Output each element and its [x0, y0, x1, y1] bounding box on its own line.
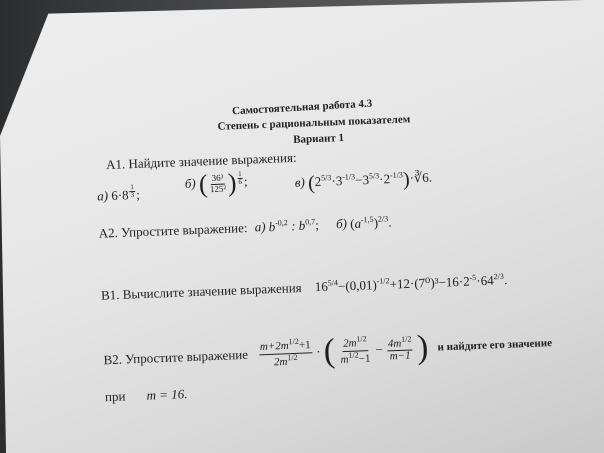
title-text: Самостоятельная работа: [231, 98, 357, 118]
b2-den1-exp: 1/2: [287, 352, 298, 362]
b1-label: В1. Вычислите значение выражения: [100, 279, 302, 303]
a1-c: в) $(2^{5/3}\cdot 3^{-1/3}-3^{5/3}\cdot 2^{-1/3})\cdot∛6$.: [294, 168, 433, 195]
b1-row: [101, 272, 508, 304]
variant: Вариант 1: [292, 131, 345, 146]
a1-a: а) 6·8 $^{\frac{1}{3}}$ ;: [96, 183, 141, 204]
a2-b-inner-exp: -1,5: [360, 214, 374, 225]
b1-end: .: [503, 272, 508, 288]
a2-b-expr: a: [354, 215, 362, 231]
a2-b-label: б): [335, 216, 348, 232]
b1-e1: 16: [314, 278, 329, 295]
a1-c-term4: 2: [383, 171, 391, 187]
a1-c-term1-exp: 5/3: [320, 173, 332, 183]
a1-a-base: 6·8: [111, 187, 129, 203]
a2-a-exp1: -0,2: [274, 218, 288, 228]
title-number: 4.3: [358, 97, 373, 111]
a1-b-den: 125²: [209, 182, 227, 194]
b2-inner-num2: 4m: [387, 337, 402, 350]
a1-label: А1. Найдите значение выражения:: [105, 149, 297, 173]
a1-c-term3-exp: 5/3: [368, 171, 380, 181]
worksheet-content: [80, 41, 593, 420]
a1-c-term2: 3: [335, 173, 343, 189]
a2-a-label: а): [254, 219, 266, 235]
a2-a-exp2: 0,7: [304, 217, 316, 227]
b2-label: В2. Упростите выражение: [103, 346, 249, 368]
b1-e3: +12·(7⁰)³−16·2: [389, 273, 470, 292]
b1-e1-exp: 5/4: [327, 278, 339, 288]
a2-row: А2. Упростите выражение: а) $b^{-0,2}$ : $b^{0,7}$; б) $(a^{-1,5})^{2/3}$.: [98, 214, 392, 241]
b2-suffix: и найдите его значение: [437, 337, 553, 354]
b1-e3-exp: -5: [469, 272, 477, 283]
b2-num1: m+2m: [259, 340, 289, 354]
b2-num1-exp: 1/2: [288, 337, 299, 347]
b1-e4: ·64: [476, 272, 494, 289]
b2-inner-den2: m−1: [389, 349, 411, 363]
a2-a-expr: b: [268, 218, 276, 235]
a2-b-outer-exp: 2/3: [377, 214, 389, 224]
a1-c-label: в): [294, 174, 306, 190]
subtitle: Степень с рациональным показателем: [217, 113, 411, 133]
a1-b: б) ( $\frac{\text{36³}}{\text{125²}}$ ) $^{\frac{1}{6}}$ ;: [184, 168, 248, 199]
b2-inner-den1-exp: 1/2: [348, 350, 359, 360]
a1-c-term1: 2: [314, 173, 322, 190]
b1-e2: −(0,01): [337, 277, 378, 294]
a2-a-colon: : b: [287, 217, 306, 234]
a1-b-label: б): [184, 175, 196, 192]
b2-row: В2. Упростите выражение $\frac{m+2m^{1/2}+1}{2m^{1/2}}$ · ( $\frac{2m^{1/2}}{m^{1/2}-1}$ − $\frac{4m^{1/2}}{m-1}$ ) и найдите его значение: [103, 328, 553, 370]
a1-a-exp-den: 3: [130, 191, 135, 200]
a1-c-term2-exp: -1/3: [342, 172, 356, 182]
b2-inner-num2-exp: 1/2: [400, 334, 412, 344]
b2-inner-num1-exp: 1/2: [356, 334, 367, 344]
b2-den1: 2m: [273, 355, 288, 368]
b2-inner-den1-tail: −1: [358, 352, 371, 365]
b1-e2-exp: -1/2: [376, 276, 390, 286]
b2-when: [105, 386, 188, 405]
a1-b-exp-num: 1: [238, 169, 242, 178]
b1-e4-exp: 2/3: [493, 271, 504, 282]
a1-c-term4-exp: -1/3: [389, 170, 404, 180]
a1-b-num: 36³: [211, 172, 224, 184]
a1-b-exp-den: 6: [238, 178, 243, 187]
b2-inner-num1: 2m: [342, 337, 357, 351]
b2-num1-tail: +1: [298, 339, 311, 352]
a2-label: А2. Упростите выражение:: [98, 220, 248, 241]
a1-a-label: а): [96, 188, 109, 204]
a1-c-term3: 3: [362, 171, 370, 188]
title: [232, 98, 373, 118]
b2-when-value: m = 16.: [146, 386, 188, 403]
b2-inner-den1: m: [340, 353, 349, 366]
a1-a-exp-num: 1: [130, 183, 135, 192]
b2-when-label: при: [104, 388, 126, 405]
a1-c-tail: ·∛6.: [409, 169, 433, 186]
